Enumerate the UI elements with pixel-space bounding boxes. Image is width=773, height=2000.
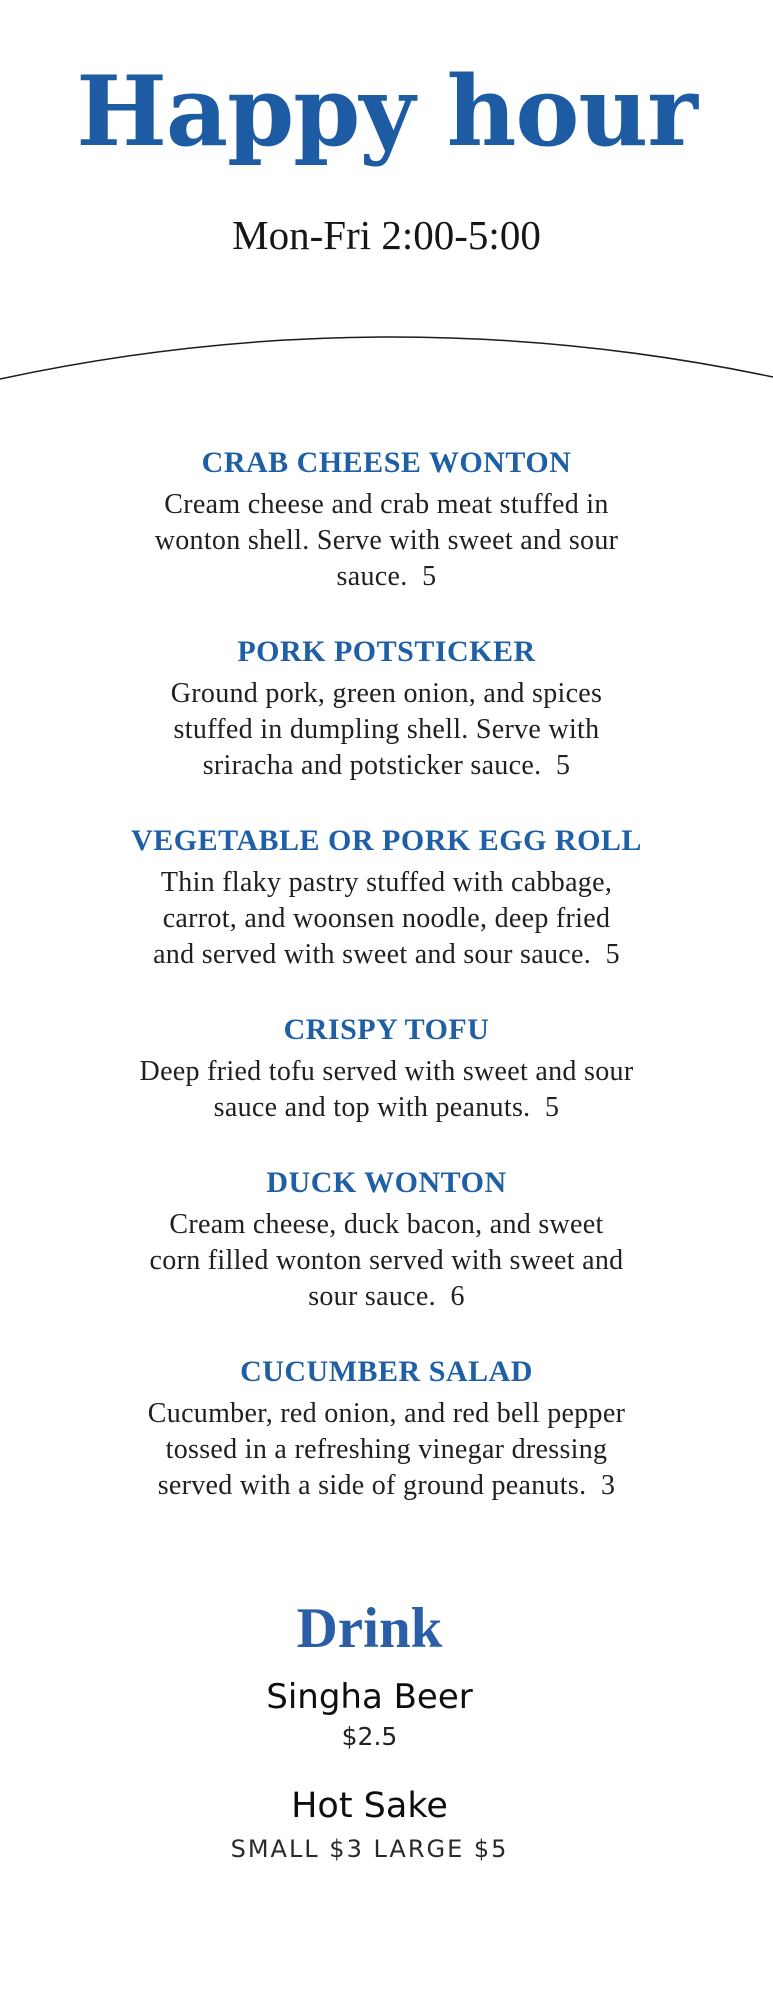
menu-item-name: CRAB CHEESE WONTON [201, 445, 572, 479]
menu-item-description-line: carrot, and woonsen noodle, deep fried [162, 902, 611, 934]
arc-divider-line [0, 322, 773, 380]
menu-item [57, 446, 717, 595]
menu-item-description-line: sauce and top with peanuts. 5 [213, 1091, 560, 1123]
menu-item-description-line: Cream cheese and crab meat stuffed in [164, 488, 609, 520]
drink-name: Singha Beer [266, 1676, 473, 1717]
menu-item-name: VEGETABLE OR PORK EGG ROLL [131, 823, 642, 857]
menu-item [57, 1013, 717, 1126]
menu-item-name: CRISPY TOFU [283, 1012, 490, 1046]
menu-item-description-line: Cucumber, red onion, and red bell pepper [147, 1397, 626, 1429]
menu-item-description-line: and served with sweet and sour sauce. 5 [153, 938, 620, 970]
menu-item-description-line: corn filled wonton served with sweet and [149, 1244, 624, 1276]
arc-divider [0, 322, 773, 380]
menu-item-description-line: Ground pork, green onion, and spices [170, 677, 603, 709]
menu-item [57, 824, 717, 973]
menu-item-description-line: Cream cheese, duck bacon, and sweet [169, 1208, 604, 1240]
drinks-heading: Drink [296, 1596, 443, 1660]
drink-item [0, 1785, 756, 1864]
page-title: Happy hour [76, 55, 697, 168]
menu-item-description-line: sour sauce. 6 [308, 1280, 465, 1312]
menu-item-name: DUCK WONTON [266, 1165, 507, 1199]
menu-item-description-line: stuffed in dumpling shell. Serve with [173, 713, 600, 745]
drink-item [0, 1676, 756, 1753]
menu-item-name: PORK POTSTICKER [237, 634, 536, 668]
drink-price: $2.5 [341, 1722, 398, 1752]
hours-subtitle: Mon-Fri 2:00-5:00 [232, 211, 541, 258]
drink-name: Hot Sake [291, 1786, 448, 1827]
menu-item [57, 1355, 717, 1504]
menu-item-description-line: served with a side of ground peanuts. 3 [157, 1469, 616, 1501]
menu-item [57, 635, 717, 784]
menu-item-description-line: tossed in a refreshing vinegar dressing [165, 1433, 608, 1465]
menu-item-name: CUCUMBER SALAD [240, 1354, 533, 1388]
menu-item-description-line: sriracha and potsticker sauce. 5 [202, 749, 571, 781]
drink-price: SMALL $3 LARGE $5 [230, 1835, 509, 1864]
menu-item-description-line: wonton shell. Serve with sweet and sour [154, 524, 619, 556]
menu-item-description-line: sauce. 5 [336, 560, 437, 592]
menu-item-description-line: Thin flaky pastry stuffed with cabbage, [160, 866, 613, 898]
menu-item-description-line: Deep fried tofu served with sweet and sour [139, 1055, 634, 1087]
menu-section [0, 446, 773, 1504]
drinks-section [0, 1596, 756, 1864]
menu-item [57, 1166, 717, 1315]
